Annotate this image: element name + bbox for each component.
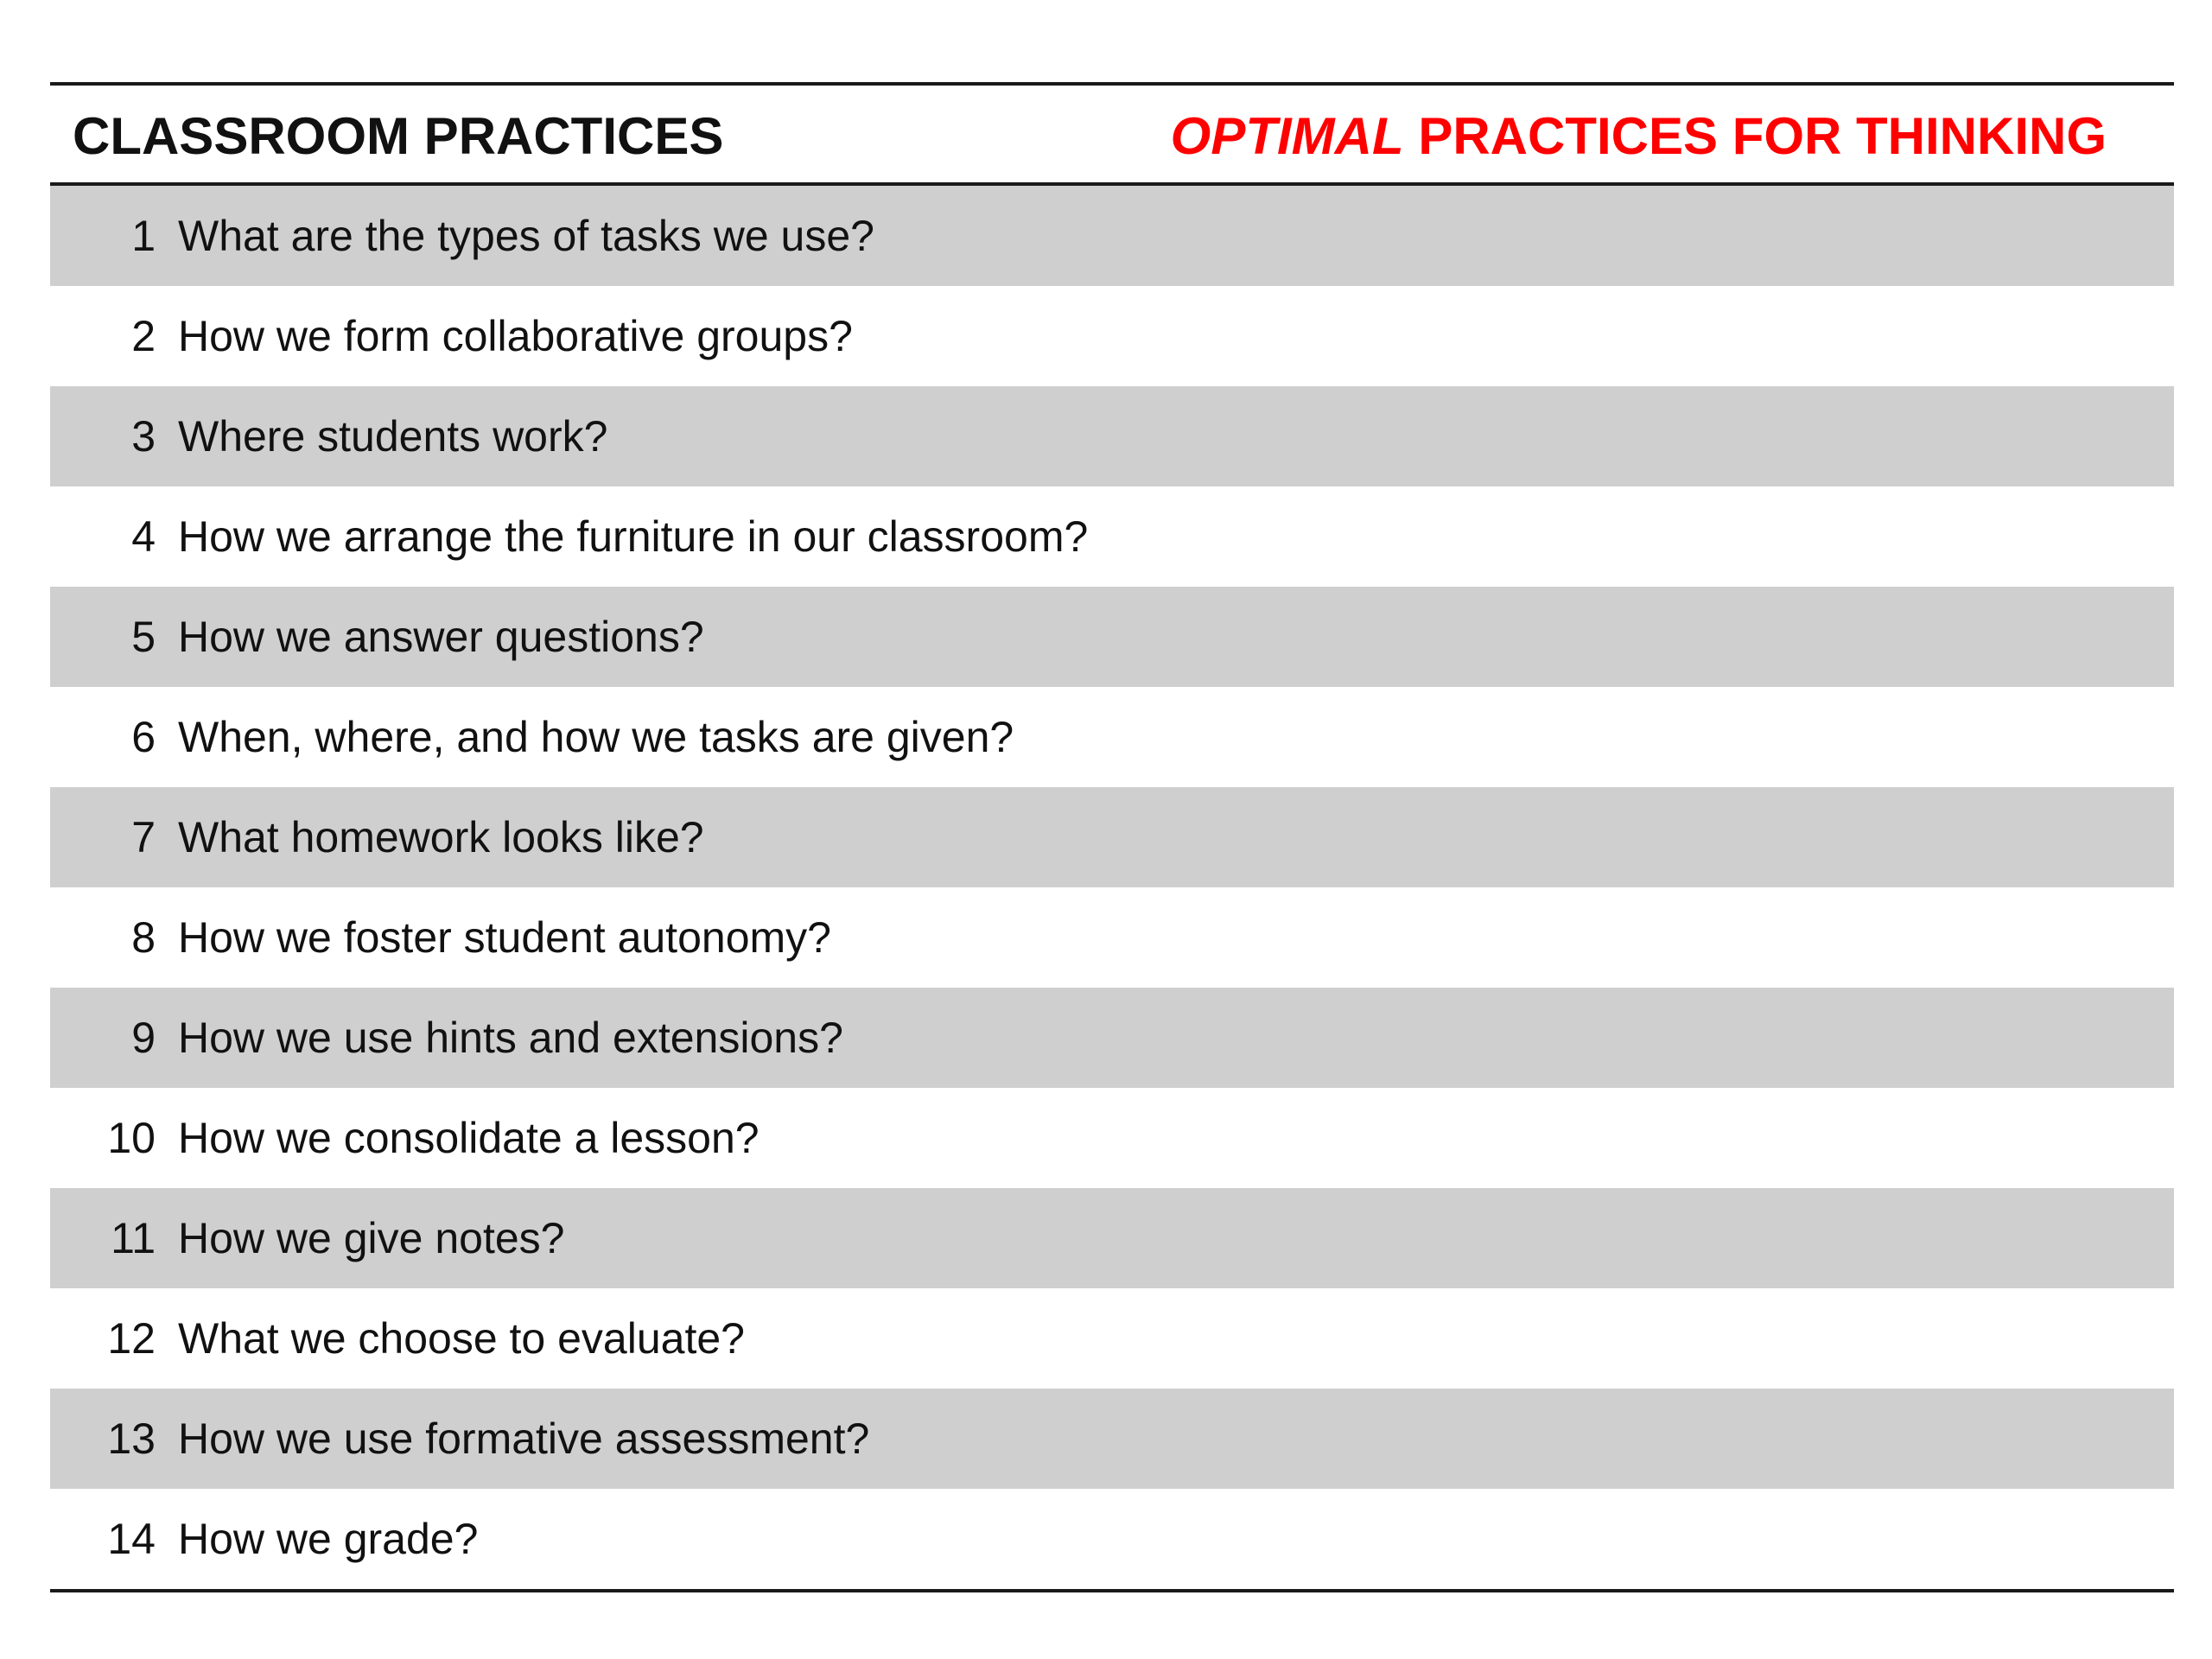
row-number: 5 (131, 613, 156, 661)
row-question: How we give notes? (178, 1214, 565, 1262)
row-number: 4 (131, 512, 156, 561)
row-question: What we choose to evaluate? (178, 1314, 745, 1363)
row-question: How we form collaborative groups? (178, 312, 853, 360)
row-number: 13 (107, 1414, 156, 1463)
table-row (50, 887, 2174, 988)
row-number: 11 (111, 1214, 156, 1262)
row-number: 12 (107, 1314, 156, 1363)
row-question: How we use formative assessment? (178, 1414, 870, 1463)
row-number: 10 (107, 1114, 156, 1162)
row-question: When, where, and how we tasks are given? (178, 713, 1014, 761)
table-row (50, 486, 2174, 587)
row-number: 6 (131, 713, 156, 761)
table-row (50, 787, 2174, 887)
row-question: How we foster student autonomy? (178, 913, 831, 962)
table-row (50, 1188, 2174, 1288)
table-row (50, 687, 2174, 787)
table-row (50, 286, 2174, 386)
classroom-practices-heading: CLASSROOM PRACTICES (73, 107, 724, 165)
table-row (50, 386, 2174, 486)
table-row (50, 587, 2174, 687)
row-question: How we consolidate a lesson? (178, 1114, 760, 1162)
row-question: Where students work? (178, 412, 608, 461)
row-question: How we use hints and extensions? (178, 1014, 843, 1062)
row-question: How we answer questions? (178, 613, 704, 661)
row-number: 1 (131, 212, 156, 260)
row-question: What homework looks like? (178, 813, 704, 861)
optimal-heading-rest: PRACTICES FOR THINKING (1403, 107, 2107, 165)
row-question: What are the types of tasks we use? (178, 212, 874, 260)
table-header (50, 86, 2174, 182)
table-row (50, 1288, 2174, 1389)
row-number: 7 (131, 813, 156, 861)
optimal-emphasis: OPTIMAL (1170, 107, 1404, 165)
practice-rows (50, 186, 2174, 1589)
table-row (50, 1489, 2174, 1589)
row-number: 2 (131, 312, 156, 360)
optimal-practices-heading (1171, 106, 2107, 166)
row-number: 9 (131, 1014, 156, 1062)
row-number: 14 (107, 1515, 156, 1563)
row-question: How we grade? (178, 1515, 479, 1563)
row-question: How we arrange the furniture in our classroom? (178, 512, 1089, 561)
bottom-rule (50, 1589, 2174, 1592)
table-row (50, 186, 2174, 286)
row-number: 8 (131, 913, 156, 962)
table-row (50, 988, 2174, 1088)
table-row (50, 1389, 2174, 1489)
row-number: 3 (131, 412, 156, 461)
practices-table (50, 82, 2174, 1592)
table-row (50, 1088, 2174, 1188)
